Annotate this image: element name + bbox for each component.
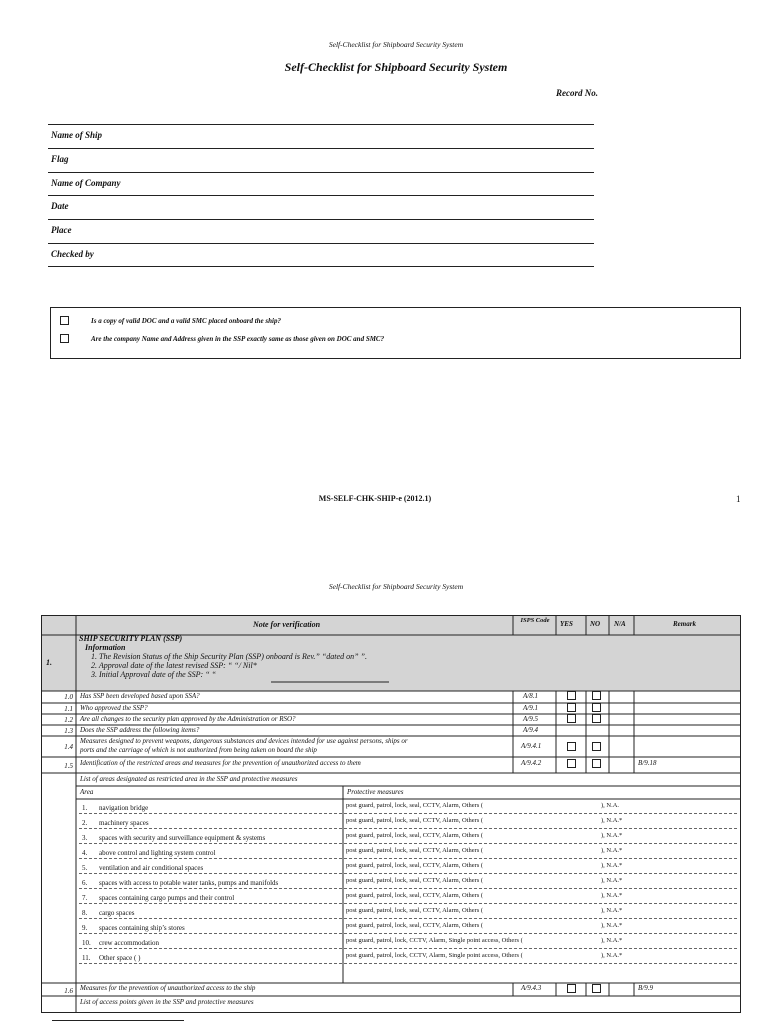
protective-measures-na: ), N.A.* bbox=[601, 817, 623, 824]
row-number: 1.1 bbox=[64, 705, 73, 713]
protective-measures-text[interactable]: post guard, patrol, lock, seal, CCTV, Alarm, Others ( bbox=[346, 832, 484, 839]
protective-measures-text[interactable]: post guard, patrol, lock, seal, CCTV, Alarm, Others ( bbox=[346, 817, 484, 824]
protective-measures-na: ), N.A.* bbox=[601, 862, 623, 869]
area-item-name: crew accommodation bbox=[99, 939, 160, 947]
section-number: 1. bbox=[46, 658, 52, 667]
area-item-number: 3. bbox=[82, 834, 88, 842]
footer-code: MS-SELF-CHK-SHIP-e (2012.1) bbox=[318, 494, 432, 503]
info-field-flag[interactable]: Flag bbox=[48, 148, 594, 172]
protective-measures-na: ), N.A.* bbox=[601, 952, 623, 959]
page-number: 1 bbox=[736, 494, 741, 504]
restricted-areas-list-label: List of areas designated as restricted area in the SSP and protective measures bbox=[80, 775, 298, 783]
protective-measures-text[interactable]: post guard, patrol, lock, seal, CCTV, Alarm, Others ( bbox=[346, 862, 484, 869]
area-item-name: Other space ( ) bbox=[99, 954, 141, 962]
no-checkbox[interactable] bbox=[592, 742, 601, 751]
row-text: Has SSP been developed based upon SSA? bbox=[80, 692, 200, 700]
protective-measures-na: ), N.A.* bbox=[601, 892, 623, 899]
no-checkbox[interactable] bbox=[592, 691, 601, 700]
yes-checkbox[interactable] bbox=[567, 714, 576, 723]
protective-measures-text[interactable]: post guard, patrol, lock, seal, CCTV, Alarm, Others ( bbox=[346, 802, 484, 809]
area-row-separator bbox=[79, 873, 737, 874]
area-item-name: spaces containing ship’s stores bbox=[99, 924, 185, 932]
area-item-name: spaces containing cargo pumps and their control bbox=[99, 894, 235, 902]
row-remark: B/9.18 bbox=[638, 759, 657, 767]
area-row-separator bbox=[79, 948, 737, 949]
no-checkbox[interactable] bbox=[592, 703, 601, 712]
preliminary-questions-box bbox=[50, 307, 741, 359]
header-remark: Remark bbox=[673, 620, 696, 628]
row-number: 1.2 bbox=[64, 716, 73, 724]
yes-checkbox[interactable] bbox=[567, 984, 576, 993]
row-isps-code: A/8.1 bbox=[523, 692, 538, 700]
protective-measures-na: ), N.A.* bbox=[601, 922, 623, 929]
area-item-number: 6. bbox=[82, 879, 88, 887]
protective-measures-na: ), N.A.* bbox=[601, 832, 623, 839]
question-company-address-checkbox[interactable] bbox=[60, 334, 69, 343]
row-number: 1.5 bbox=[64, 762, 73, 770]
row-number: 1.0 bbox=[64, 693, 73, 701]
row-text: Does the SSP address the following items? bbox=[80, 726, 200, 734]
info-field-name-of-company[interactable]: Name of Company bbox=[48, 172, 594, 196]
yes-checkbox[interactable] bbox=[567, 691, 576, 700]
protective-measures-na: ), N.A.* bbox=[601, 907, 623, 914]
row-isps-code: A/9.5 bbox=[523, 715, 538, 723]
area-item-name: navigation bridge bbox=[99, 804, 149, 812]
question-company-address: Are the company Name and Address given in the SSP exactly same as those given on DOC and SMC? bbox=[60, 334, 384, 343]
info-field-checked-by[interactable]: Checked by bbox=[48, 243, 594, 267]
area-item-name: spaces with access to potable water tanks, pumps and manifolds bbox=[99, 879, 279, 887]
row-isps-code: A/9.4.1 bbox=[521, 742, 542, 750]
protective-measures-na: ), N.A.* bbox=[601, 877, 623, 884]
running-header-page2: Self-Checklist for Shipboard Security System bbox=[328, 582, 464, 591]
protective-measures-text[interactable]: post guard, patrol, lock, seal, CCTV, Alarm, Others ( bbox=[346, 847, 484, 854]
footnote-rule bbox=[52, 1020, 184, 1021]
area-row-separator bbox=[79, 963, 737, 964]
header-note-for-verification: Note for verification bbox=[253, 620, 321, 629]
area-item-name: cargo spaces bbox=[99, 909, 135, 917]
record-no-label: Record No. bbox=[556, 88, 598, 98]
header-yes: YES bbox=[560, 620, 573, 628]
section-title: SHIP SECURITY PLAN (SSP) bbox=[79, 634, 183, 643]
protective-measures-text[interactable]: post guard, patrol, lock, seal, CCTV, Alarm, Others ( bbox=[346, 907, 484, 914]
protective-measures-na: ), N.A. bbox=[601, 802, 620, 809]
area-row-separator bbox=[79, 828, 737, 829]
area-item-number: 7. bbox=[82, 894, 88, 902]
protective-measures-text[interactable]: post guard, patrol, lock, CCTV, Alarm, Single point access, Others ( bbox=[346, 937, 523, 944]
question-doc-smc-checkbox[interactable] bbox=[60, 316, 69, 325]
protective-measures-text[interactable]: post guard, patrol, lock, CCTV, Alarm, Single point access, Others ( bbox=[346, 952, 523, 959]
area-row-separator bbox=[79, 918, 737, 919]
yes-checkbox[interactable] bbox=[567, 759, 576, 768]
protective-measures-na: ), N.A.* bbox=[601, 937, 623, 944]
info-bottom-rule bbox=[48, 266, 594, 267]
no-checkbox[interactable] bbox=[592, 714, 601, 723]
measures-column-header: Protective measures bbox=[347, 788, 404, 796]
info-field-date[interactable]: Date bbox=[48, 195, 594, 219]
row-text-line-1: Measures designed to prevent weapons, dangerous substances and devices intended for use against persons, ships or bbox=[80, 737, 408, 745]
access-points-list-label: List of access points given in the SSP and protective measures bbox=[80, 998, 254, 1006]
row-number: 1.6 bbox=[64, 987, 73, 995]
info-field-place[interactable]: Place bbox=[48, 219, 594, 243]
section-info-line-2: 2. Approval date of the latest revised SSP: “ “/ Nil* bbox=[91, 661, 257, 670]
row-isps-code: A/9.4.2 bbox=[521, 759, 542, 767]
row-number: 1.4 bbox=[64, 743, 73, 751]
yes-checkbox[interactable] bbox=[567, 703, 576, 712]
question-doc-smc: Is a copy of valid DOC and a valid SMC placed onboard the ship? bbox=[60, 316, 281, 325]
area-item-name: ventilation and air conditional spaces bbox=[99, 864, 204, 872]
yes-checkbox[interactable] bbox=[567, 742, 576, 751]
area-row-separator bbox=[79, 903, 737, 904]
area-item-number: 9. bbox=[82, 924, 88, 932]
row-isps-code: A/9.1 bbox=[523, 704, 538, 712]
row-text: Measures for the prevention of unauthorized access to the ship bbox=[80, 984, 256, 992]
info-field-name-of-ship[interactable]: Name of Ship bbox=[48, 124, 594, 148]
area-item-number: 10. bbox=[82, 939, 91, 947]
row-isps-code: A/9.4 bbox=[523, 726, 538, 734]
area-item-name: spaces with security and surveillance equipment & systems bbox=[99, 834, 266, 842]
row-text: Identification of the restricted areas and measures for the prevention of unauthorized access to them bbox=[80, 759, 361, 767]
area-item-number: 5. bbox=[82, 864, 88, 872]
header-no: NO bbox=[590, 620, 601, 628]
area-item-number: 1. bbox=[82, 804, 88, 812]
row-text: Who approved the SSP? bbox=[80, 704, 148, 712]
protective-measures-text[interactable]: post guard, patrol, lock, seal, CCTV, Alarm, Others ( bbox=[346, 877, 484, 884]
no-checkbox[interactable] bbox=[592, 759, 601, 768]
area-item-name: machinery spaces bbox=[99, 819, 149, 827]
row-number: 1.3 bbox=[64, 727, 73, 735]
area-item-number: 8. bbox=[82, 909, 88, 917]
row-text-line-2: ports and the carriage of which is not authorized from being taken on board the ship bbox=[80, 746, 317, 754]
section-info-line-1: 1. The Revision Status of the Ship Security Plan (SSP) onboard is Rev.” “dated on” ”. bbox=[91, 652, 367, 661]
area-row-separator bbox=[79, 843, 737, 844]
protective-measures-text[interactable]: post guard, patrol, lock, seal, CCTV, Alarm, Others ( bbox=[346, 922, 484, 929]
area-item-number: 4. bbox=[82, 849, 88, 857]
document-title: Self-Checklist for Shipboard Security System bbox=[284, 60, 508, 74]
header-na: N/A bbox=[614, 620, 626, 628]
area-row-separator bbox=[79, 933, 737, 934]
area-item-number: 2. bbox=[82, 819, 88, 827]
protective-measures-na: ), N.A.* bbox=[601, 847, 623, 854]
row-isps-code: A/9.4.3 bbox=[521, 984, 542, 992]
area-item-name: above control and lighting system control bbox=[99, 849, 216, 857]
area-column-header: Area bbox=[80, 788, 94, 796]
running-header: Self-Checklist for Shipboard Security System bbox=[328, 40, 464, 49]
area-row-separator bbox=[79, 858, 737, 859]
area-item-number: 11. bbox=[82, 954, 91, 962]
checklist-table bbox=[41, 615, 741, 1013]
protective-measures-text[interactable]: post guard, patrol, lock, seal, CCTV, Alarm, Others ( bbox=[346, 892, 484, 899]
area-row-separator bbox=[79, 888, 737, 889]
area-row-separator bbox=[79, 813, 737, 814]
row-text: Are all changes to the security plan approved by the Administration or RSO? bbox=[80, 715, 296, 723]
no-checkbox[interactable] bbox=[592, 984, 601, 993]
section-info-line-3: 3. Initial Approval date of the SSP: “ “ bbox=[91, 670, 217, 679]
header-isps-code: ISPS Code bbox=[520, 617, 550, 624]
row-remark: B/9.9 bbox=[638, 984, 653, 992]
section-info-label: Information bbox=[85, 643, 126, 652]
